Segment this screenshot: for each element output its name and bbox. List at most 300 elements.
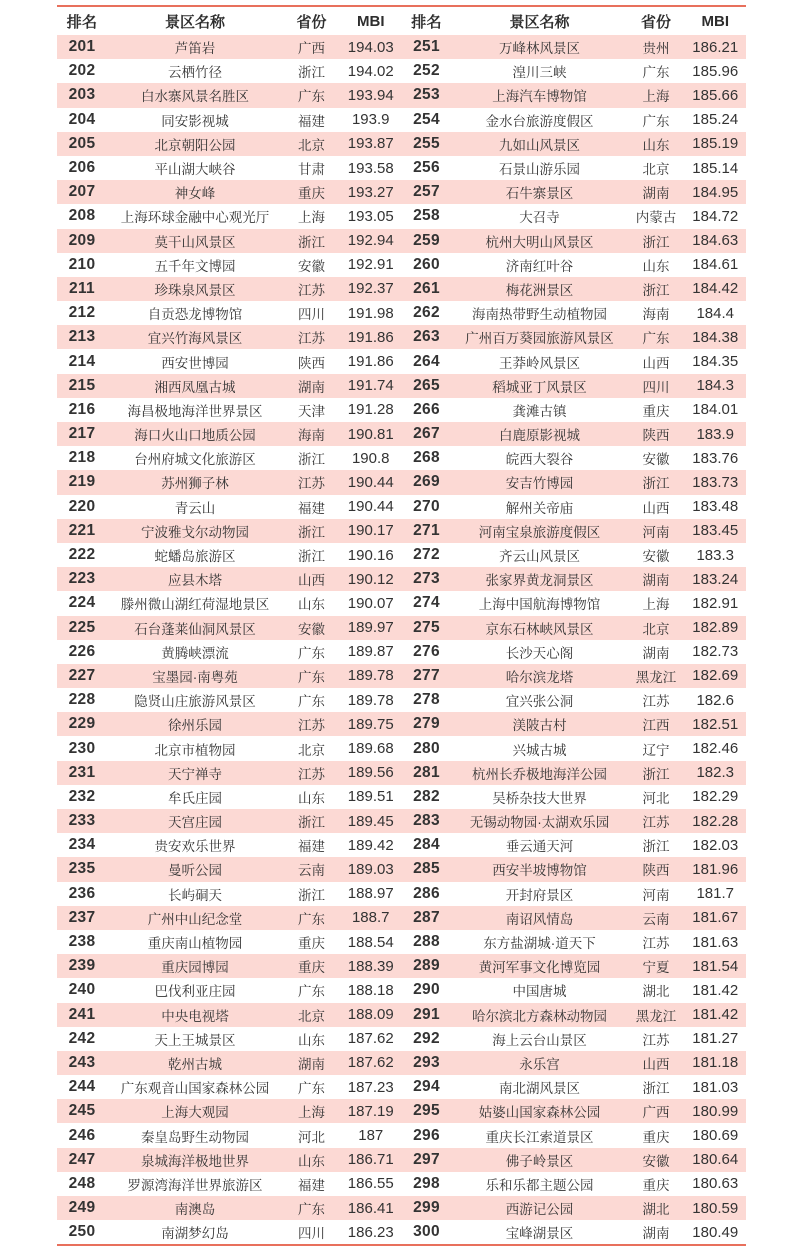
mbi-cell: 189.97 <box>347 619 394 637</box>
header-right-half <box>402 11 747 32</box>
mbi-cell: 180.49 <box>692 1223 739 1241</box>
rank-cell: 254 <box>413 110 440 128</box>
province-cell: 浙江 <box>642 1081 670 1097</box>
mbi-cell: 182.51 <box>692 715 739 733</box>
row-half <box>402 666 747 686</box>
table-row <box>57 688 746 712</box>
mbi-cell: 190.17 <box>347 522 394 540</box>
rank-cell: 237 <box>68 908 96 926</box>
table-row <box>57 954 746 978</box>
name-cell: 云栖竹径 <box>168 65 222 81</box>
row-half <box>402 811 747 831</box>
mbi-cell: 185.66 <box>692 86 739 104</box>
mbi-cell: 185.19 <box>692 135 739 153</box>
mbi-cell: 187.19 <box>347 1102 394 1120</box>
rank-cell: 259 <box>413 231 440 249</box>
rank-cell: 290 <box>413 981 440 999</box>
name-cell: 南湖梦幻岛 <box>161 1226 229 1242</box>
mbi-cell: 184.61 <box>692 256 739 274</box>
province-cell: 陕西 <box>642 863 670 879</box>
province-cell: 四川 <box>642 379 670 395</box>
name-cell: 乐和乐都主题公园 <box>485 1177 594 1193</box>
name-cell: 九如山风景区 <box>499 137 580 153</box>
rank-cell: 269 <box>413 473 440 491</box>
province-cell: 山东 <box>298 1153 325 1169</box>
mbi-cell: 193.27 <box>347 183 394 201</box>
rank-cell: 256 <box>413 159 440 177</box>
row-half <box>57 1222 402 1242</box>
rank-cell: 272 <box>413 546 440 564</box>
name-cell: 中国唐城 <box>512 984 567 1000</box>
rank-cell: 273 <box>413 570 440 588</box>
header-name: 景区名称 <box>509 13 570 31</box>
rank-cell: 283 <box>413 812 440 830</box>
province-cell: 浙江 <box>298 887 325 903</box>
mbi-cell: 186.23 <box>347 1223 394 1241</box>
table-row <box>57 204 746 228</box>
row-half <box>402 642 747 662</box>
mbi-cell: 189.87 <box>347 643 394 661</box>
row-half <box>57 327 402 347</box>
name-cell: 广东观音山国家森林公园 <box>120 1081 270 1097</box>
row-half <box>402 980 747 1000</box>
province-cell: 浙江 <box>642 766 670 782</box>
row-half <box>57 352 402 372</box>
table-row <box>57 736 746 760</box>
province-cell: 广东 <box>298 1202 325 1218</box>
rank-cell: 293 <box>413 1053 440 1071</box>
row-half <box>57 448 402 468</box>
province-cell: 浙江 <box>298 549 325 565</box>
province-cell: 海南 <box>298 428 325 444</box>
rank-cell: 292 <box>413 1029 440 1047</box>
rank-cell: 277 <box>413 666 440 684</box>
name-cell: 白鹿原影视城 <box>499 428 580 444</box>
table-row <box>57 374 746 398</box>
table-row <box>57 1148 746 1172</box>
name-cell: 贵安欢乐世界 <box>154 839 236 855</box>
province-cell: 天津 <box>298 403 325 419</box>
name-cell: 湟川三峡 <box>512 65 567 81</box>
province-cell: 浙江 <box>642 476 670 492</box>
rank-cell: 238 <box>68 933 96 951</box>
mbi-cell: 189.56 <box>347 764 394 782</box>
mbi-cell: 192.94 <box>347 232 394 250</box>
mbi-cell: 189.42 <box>347 836 394 854</box>
name-cell: 巴伐利亚庄园 <box>154 984 236 1000</box>
row-half <box>402 739 747 759</box>
rank-cell: 219 <box>68 473 96 491</box>
rank-cell: 286 <box>413 884 440 902</box>
rank-cell: 284 <box>413 836 440 854</box>
mbi-cell: 183.3 <box>696 546 735 564</box>
mbi-cell: 180.59 <box>692 1199 739 1217</box>
name-cell: 徐州乐园 <box>168 718 222 734</box>
province-cell: 重庆 <box>298 936 325 952</box>
table-row <box>57 785 746 809</box>
name-cell: 长屿硐天 <box>168 887 222 903</box>
province-cell: 河北 <box>642 790 670 806</box>
province-cell: 湖南 <box>642 573 670 589</box>
rank-cell: 281 <box>413 763 440 781</box>
table-row <box>57 616 746 640</box>
row-half <box>402 376 747 396</box>
mbi-cell: 193.87 <box>347 135 394 153</box>
mbi-cell: 184.35 <box>692 353 739 371</box>
row-half <box>57 545 402 565</box>
mbi-cell: 180.99 <box>692 1102 739 1120</box>
row-half <box>402 448 747 468</box>
row-half <box>402 85 747 105</box>
name-cell: 石景山游乐园 <box>499 162 580 178</box>
row-half <box>402 1174 747 1194</box>
name-cell: 杭州长乔极地海洋公园 <box>472 766 607 782</box>
row-half <box>402 1150 747 1170</box>
mbi-cell: 182.29 <box>692 788 739 806</box>
rank-cell: 294 <box>413 1078 440 1096</box>
name-cell: 海南热带野生动植物园 <box>472 307 607 323</box>
rank-cell: 300 <box>413 1223 440 1241</box>
mbi-cell: 193.05 <box>347 207 394 225</box>
province-cell: 四川 <box>298 1226 325 1242</box>
header-province: 省份 <box>640 13 671 31</box>
rank-cell: 210 <box>68 255 96 273</box>
name-cell: 宜兴张公洞 <box>505 694 574 710</box>
table-row <box>57 325 746 349</box>
name-cell: 吴桥杂技大世界 <box>492 790 587 806</box>
table-row <box>57 567 746 591</box>
rank-cell: 206 <box>68 159 96 177</box>
name-cell: 永乐宫 <box>519 1056 560 1072</box>
mbi-cell: 184.42 <box>692 280 739 298</box>
mbi-cell: 182.46 <box>692 740 739 758</box>
mbi-cell: 190.81 <box>347 425 394 443</box>
rank-cell: 275 <box>413 618 440 636</box>
table-row <box>57 229 746 253</box>
mbi-cell: 181.96 <box>692 860 739 878</box>
name-cell: 隐贤山庄旅游风景区 <box>134 694 256 710</box>
mbi-cell: 184.95 <box>692 183 739 201</box>
rank-cell: 270 <box>413 497 440 515</box>
rank-cell: 235 <box>68 860 96 878</box>
name-cell: 张家界黄龙洞景区 <box>485 573 594 589</box>
province-cell: 山东 <box>298 597 325 613</box>
mbi-cell: 182.89 <box>692 619 739 637</box>
mbi-cell: 194.03 <box>347 38 394 56</box>
rank-cell: 265 <box>413 376 440 394</box>
table-row <box>57 349 746 373</box>
name-cell: 兴城古城 <box>512 742 567 758</box>
row-half <box>57 569 402 589</box>
rank-cell: 247 <box>68 1150 96 1168</box>
name-cell: 万峰林风景区 <box>499 41 580 57</box>
rank-cell: 279 <box>413 715 440 733</box>
province-cell: 黑龙江 <box>635 669 677 685</box>
name-cell: 南北湖风景区 <box>499 1081 580 1097</box>
row-half <box>402 182 747 202</box>
rank-cell: 201 <box>68 38 96 56</box>
rank-cell: 278 <box>413 691 440 709</box>
row-half <box>402 303 747 323</box>
mbi-cell: 190.12 <box>347 570 394 588</box>
table-row <box>57 591 746 615</box>
name-cell: 中央电视塔 <box>161 1008 229 1024</box>
row-half <box>57 110 402 130</box>
mbi-cell: 185.14 <box>692 159 739 177</box>
row-half <box>402 1077 747 1097</box>
mbi-cell: 189.68 <box>347 740 394 758</box>
rank-cell: 225 <box>68 618 96 636</box>
mbi-cell: 181.67 <box>692 909 739 927</box>
mbi-cell: 193.9 <box>351 111 390 129</box>
name-cell: 姑婆山国家森林公园 <box>478 1105 601 1121</box>
province-cell: 江苏 <box>298 718 325 734</box>
rank-cell: 231 <box>68 763 96 781</box>
name-cell: 西游记公园 <box>505 1202 574 1218</box>
row-half <box>402 1101 747 1121</box>
rank-cell: 215 <box>68 376 96 394</box>
row-half <box>402 158 747 178</box>
row-half <box>57 642 402 662</box>
mbi-cell: 184.72 <box>692 207 739 225</box>
row-half <box>57 859 402 879</box>
rank-cell: 257 <box>413 183 440 201</box>
name-cell: 北京市植物园 <box>154 742 236 758</box>
province-cell: 北京 <box>298 1008 325 1024</box>
name-cell: 神女峰 <box>174 186 216 202</box>
name-cell: 天宁禅寺 <box>168 766 222 782</box>
row-half <box>57 400 402 420</box>
header-mbi: MBI <box>701 12 729 30</box>
row-half <box>57 884 402 904</box>
table-row <box>57 301 746 325</box>
rank-cell: 242 <box>68 1029 96 1047</box>
row-half <box>402 545 747 565</box>
row-half <box>402 835 747 855</box>
name-cell: 牟氏庄园 <box>168 790 222 806</box>
name-cell: 金水台旅游度假区 <box>485 113 594 129</box>
province-cell: 广西 <box>298 41 325 57</box>
table-row <box>57 422 746 446</box>
name-cell: 稻城亚丁风景区 <box>492 379 587 395</box>
province-cell: 北京 <box>298 742 325 758</box>
province-cell: 云南 <box>298 863 325 879</box>
table-row <box>57 1172 746 1196</box>
mbi-cell: 190.44 <box>347 498 394 516</box>
table-row <box>57 761 746 785</box>
row-half <box>57 714 402 734</box>
name-cell: 佛子岭景区 <box>505 1153 574 1169</box>
name-cell: 南诏风情岛 <box>505 911 574 927</box>
rank-cell: 211 <box>69 279 95 297</box>
province-cell: 江苏 <box>298 282 325 298</box>
rank-cell: 253 <box>413 86 440 104</box>
mbi-cell: 193.94 <box>347 86 394 104</box>
row-half <box>57 182 402 202</box>
province-cell: 重庆 <box>298 960 325 976</box>
table-row <box>57 253 746 277</box>
header-province: 省份 <box>296 13 327 31</box>
table-row <box>57 83 746 107</box>
row-half <box>402 690 747 710</box>
province-cell: 江苏 <box>298 476 325 492</box>
province-cell: 湖南 <box>642 1226 670 1242</box>
rank-cell: 205 <box>68 134 96 152</box>
mbi-cell: 184.01 <box>692 401 739 419</box>
mbi-cell: 182.91 <box>692 594 739 612</box>
mbi-cell: 182.6 <box>696 691 735 709</box>
province-cell: 浙江 <box>298 815 325 831</box>
name-cell: 西安世博园 <box>161 355 229 371</box>
row-half <box>57 956 402 976</box>
province-cell: 安徽 <box>642 549 670 565</box>
mbi-cell: 183.73 <box>692 473 739 491</box>
mbi-cell: 181.54 <box>692 957 739 975</box>
province-cell: 湖南 <box>642 186 670 202</box>
rank-cell: 258 <box>413 207 440 225</box>
province-cell: 陕西 <box>642 428 670 444</box>
rank-cell: 224 <box>68 594 96 612</box>
name-cell: 皖西大裂谷 <box>505 452 574 468</box>
mbi-cell: 182.28 <box>692 812 739 830</box>
name-cell: 同安影视城 <box>161 113 229 129</box>
province-cell: 浙江 <box>642 282 670 298</box>
province-cell: 福建 <box>298 839 325 855</box>
row-half <box>57 521 402 541</box>
name-cell: 杭州大明山风景区 <box>485 234 594 250</box>
rank-cell: 203 <box>68 86 96 104</box>
mbi-cell: 186.71 <box>347 1151 394 1169</box>
name-cell: 宜兴竹海风景区 <box>147 331 243 347</box>
province-cell: 甘肃 <box>298 162 325 178</box>
name-cell: 哈尔滨龙塔 <box>505 669 574 685</box>
mbi-cell: 182.73 <box>692 643 739 661</box>
rank-cell: 207 <box>68 183 96 201</box>
name-cell: 石牛寨景区 <box>505 186 574 202</box>
rank-cell: 214 <box>68 352 96 370</box>
rank-cell: 244 <box>68 1078 96 1096</box>
province-cell: 重庆 <box>298 186 325 202</box>
name-cell: 上海中国航海博物馆 <box>478 597 601 613</box>
rank-cell: 236 <box>68 884 96 902</box>
row-half <box>402 787 747 807</box>
name-cell: 蛇蟠岛旅游区 <box>154 549 236 565</box>
mbi-cell: 190.8 <box>351 449 390 467</box>
mbi-cell: 181.27 <box>692 1030 739 1048</box>
name-cell: 广州百万葵园旅游风景区 <box>465 331 614 347</box>
name-cell: 京东石林峡风景区 <box>485 621 594 637</box>
row-half <box>57 1150 402 1170</box>
rank-cell: 276 <box>413 642 440 660</box>
rank-cell: 213 <box>68 328 96 346</box>
rank-cell: 274 <box>413 594 440 612</box>
row-half <box>57 739 402 759</box>
row-half <box>57 932 402 952</box>
rank-cell: 246 <box>68 1126 96 1144</box>
row-half <box>402 279 747 299</box>
rank-cell: 223 <box>68 570 96 588</box>
name-cell: 珍珠泉风景区 <box>154 282 236 298</box>
mbi-cell: 191.98 <box>347 304 394 322</box>
province-cell: 福建 <box>298 1177 325 1193</box>
row-half <box>402 859 747 879</box>
name-cell: 宝峰湖景区 <box>505 1226 574 1242</box>
name-cell: 台州府城文化旅游区 <box>134 452 256 468</box>
table-row <box>57 277 746 301</box>
province-cell: 福建 <box>298 113 325 129</box>
name-cell: 天宫庄园 <box>168 815 222 831</box>
rank-cell: 280 <box>413 739 440 757</box>
rank-cell: 243 <box>68 1053 96 1071</box>
row-half <box>402 110 747 130</box>
mbi-cell: 180.64 <box>692 1151 739 1169</box>
rank-cell: 268 <box>413 449 440 467</box>
province-cell: 山东 <box>298 1032 325 1048</box>
table-row <box>57 519 746 543</box>
province-cell: 山西 <box>642 500 670 516</box>
mbi-cell: 189.75 <box>347 715 394 733</box>
name-cell: 黄河军事文化博览园 <box>478 960 601 976</box>
mbi-cell: 181.18 <box>692 1054 739 1072</box>
rank-cell: 241 <box>68 1005 96 1023</box>
rank-cell: 233 <box>68 812 96 830</box>
table-row <box>57 398 746 422</box>
name-cell: 广州中山纪念堂 <box>147 911 243 927</box>
table-row <box>57 930 746 954</box>
row-half <box>57 85 402 105</box>
mbi-cell: 181.63 <box>692 933 739 951</box>
rank-cell: 288 <box>413 933 440 951</box>
name-cell: 无锡动物园·太湖欢乐园 <box>469 815 610 831</box>
mbi-cell: 189.78 <box>347 691 394 709</box>
row-half <box>57 37 402 57</box>
mbi-cell: 183.45 <box>692 522 739 540</box>
province-cell: 广东 <box>298 911 325 927</box>
rank-cell: 298 <box>413 1174 440 1192</box>
name-cell: 黄腾峡漂流 <box>161 645 229 661</box>
row-half <box>402 569 747 589</box>
rank-cell: 267 <box>413 425 440 443</box>
name-cell: 自贡恐龙博物馆 <box>147 307 243 323</box>
province-cell: 浙江 <box>642 839 670 855</box>
name-cell: 上海汽车博物馆 <box>492 89 587 105</box>
row-half <box>57 666 402 686</box>
row-half <box>57 231 402 251</box>
name-cell: 南澳岛 <box>174 1202 216 1218</box>
province-cell: 四川 <box>298 307 325 323</box>
province-cell: 陕西 <box>298 355 325 371</box>
row-half <box>402 134 747 154</box>
province-cell: 安徽 <box>298 258 325 274</box>
name-cell: 海昌极地海洋世界景区 <box>127 403 263 419</box>
mbi-cell: 187.62 <box>347 1054 394 1072</box>
table-row <box>57 906 746 930</box>
province-cell: 贵州 <box>642 41 670 57</box>
header-mbi: MBI <box>357 12 385 30</box>
rank-cell: 222 <box>68 546 96 564</box>
name-cell: 白水寨风景名胜区 <box>141 89 249 105</box>
province-cell: 北京 <box>642 621 670 637</box>
mbi-cell: 191.74 <box>347 377 394 395</box>
rank-cell: 289 <box>413 957 440 975</box>
name-cell: 梅花洲景区 <box>505 282 574 298</box>
table-row <box>57 59 746 83</box>
row-half <box>402 1029 747 1049</box>
table-row <box>57 882 746 906</box>
mbi-cell: 184.3 <box>696 377 735 395</box>
province-cell: 广东 <box>298 669 325 685</box>
province-cell: 江苏 <box>298 331 325 347</box>
